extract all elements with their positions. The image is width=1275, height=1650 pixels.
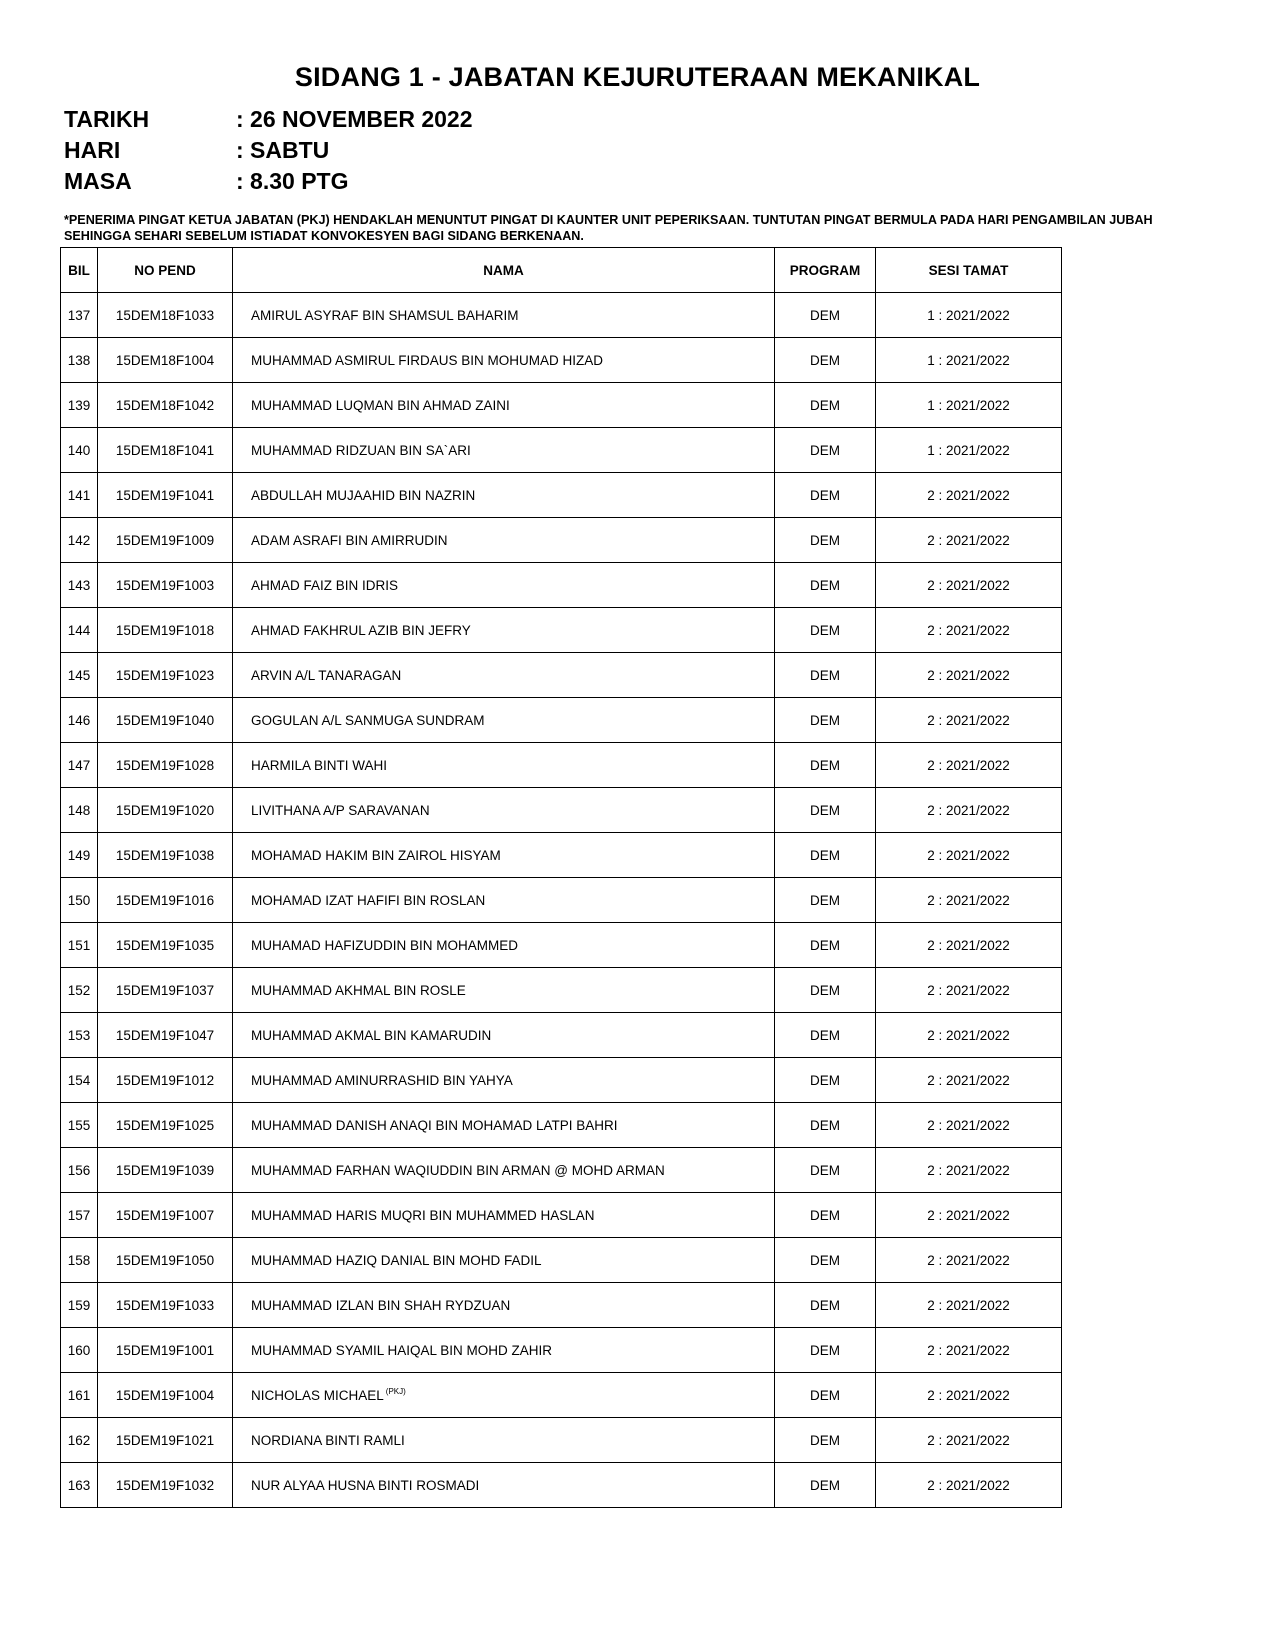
- cell-bil: 163: [61, 1463, 98, 1508]
- cell-nama: [233, 1058, 775, 1103]
- cell-no-pend: 15DEM19F1007: [98, 1193, 233, 1238]
- cell-nama: [233, 1013, 775, 1058]
- table-row: [61, 1373, 1062, 1418]
- cell-sesi-tamat: 2 : 2021/2022: [876, 923, 1062, 968]
- cell-sesi-tamat: 2 : 2021/2022: [876, 833, 1062, 878]
- cell-sesi-tamat: 2 : 2021/2022: [876, 1328, 1062, 1373]
- cell-nama: [233, 563, 775, 608]
- cell-sesi-tamat: 2 : 2021/2022: [876, 653, 1062, 698]
- table-row: [61, 1418, 1062, 1463]
- cell-no-pend: 15DEM19F1004: [98, 1373, 233, 1418]
- cell-nama: [233, 1373, 775, 1418]
- student-name: MUHAMMAD RIDZUAN BIN SA`ARI: [251, 442, 471, 458]
- cell-program: DEM: [775, 428, 876, 473]
- cell-program: DEM: [775, 1463, 876, 1508]
- meta-value: : 8.30 PTG: [236, 168, 349, 194]
- table-row: [61, 1283, 1062, 1328]
- cell-bil: 158: [61, 1238, 98, 1283]
- cell-sesi-tamat: 2 : 2021/2022: [876, 518, 1062, 563]
- cell-nama: [233, 833, 775, 878]
- table-row: [61, 518, 1062, 563]
- cell-nama: [233, 428, 775, 473]
- cell-no-pend: 15DEM19F1040: [98, 698, 233, 743]
- cell-nama: [233, 1148, 775, 1193]
- meta-label: TARIKH: [64, 106, 150, 132]
- page-title: SIDANG 1 - JABATAN KEJURUTERAAN MEKANIKAL: [294, 62, 981, 92]
- cell-no-pend: 15DEM18F1042: [98, 383, 233, 428]
- cell-sesi-tamat: 2 : 2021/2022: [876, 698, 1062, 743]
- cell-program: DEM: [775, 698, 876, 743]
- student-name: HARMILA BINTI WAHI: [251, 757, 388, 773]
- cell-sesi-tamat: 2 : 2021/2022: [876, 608, 1062, 653]
- cell-sesi-tamat: 2 : 2021/2022: [876, 878, 1062, 923]
- cell-program: DEM: [775, 293, 876, 338]
- cell-nama: [233, 338, 775, 383]
- meta-label: MASA: [64, 168, 132, 194]
- student-name: MUHAMMAD AKHMAL BIN ROSLE: [251, 982, 466, 998]
- table-row: [61, 473, 1062, 518]
- cell-sesi-tamat: 1 : 2021/2022: [876, 338, 1062, 383]
- cell-no-pend: 15DEM19F1003: [98, 563, 233, 608]
- cell-bil: 155: [61, 1103, 98, 1148]
- cell-no-pend: 15DEM19F1039: [98, 1148, 233, 1193]
- student-name: ARVIN A/L TANARAGAN: [251, 667, 402, 683]
- cell-nama: [233, 968, 775, 1013]
- cell-program: DEM: [775, 1013, 876, 1058]
- cell-nama: [233, 1328, 775, 1373]
- cell-program: DEM: [775, 473, 876, 518]
- cell-bil: 146: [61, 698, 98, 743]
- table-row: [61, 1463, 1062, 1508]
- cell-sesi-tamat: 2 : 2021/2022: [876, 1238, 1062, 1283]
- meta-value: : 26 NOVEMBER 2022: [236, 106, 473, 132]
- cell-program: DEM: [775, 1058, 876, 1103]
- table-row: [61, 1328, 1062, 1373]
- cell-bil: 159: [61, 1283, 98, 1328]
- student-name: NORDIANA BINTI RAMLI: [251, 1432, 405, 1448]
- table-row: [61, 968, 1062, 1013]
- cell-no-pend: 15DEM19F1023: [98, 653, 233, 698]
- cell-nama: [233, 878, 775, 923]
- cell-sesi-tamat: 2 : 2021/2022: [876, 1373, 1062, 1418]
- cell-program: DEM: [775, 1418, 876, 1463]
- student-name: MUHAMAD HAFIZUDDIN BIN MOHAMMED: [251, 937, 518, 953]
- student-name: GOGULAN A/L SANMUGA SUNDRAM: [251, 712, 485, 728]
- cell-bil: 160: [61, 1328, 98, 1373]
- cell-sesi-tamat: 1 : 2021/2022: [876, 428, 1062, 473]
- cell-no-pend: 15DEM19F1012: [98, 1058, 233, 1103]
- cell-nama: [233, 1193, 775, 1238]
- student-name: LIVITHANA A/P SARAVANAN: [251, 802, 430, 818]
- cell-bil: 138: [61, 338, 98, 383]
- cell-bil: 139: [61, 383, 98, 428]
- table-row: [61, 833, 1062, 878]
- cell-program: DEM: [775, 1283, 876, 1328]
- table-row: [61, 653, 1062, 698]
- cell-sesi-tamat: 2 : 2021/2022: [876, 1283, 1062, 1328]
- cell-nama: [233, 743, 775, 788]
- cell-program: DEM: [775, 833, 876, 878]
- table-row: [61, 1058, 1062, 1103]
- table-row: [61, 338, 1062, 383]
- cell-no-pend: 15DEM19F1035: [98, 923, 233, 968]
- cell-sesi-tamat: 2 : 2021/2022: [876, 1418, 1062, 1463]
- student-name: MOHAMAD HAKIM BIN ZAIROL HISYAM: [251, 847, 501, 863]
- cell-sesi-tamat: 2 : 2021/2022: [876, 788, 1062, 833]
- cell-bil: 157: [61, 1193, 98, 1238]
- cell-program: DEM: [775, 743, 876, 788]
- student-name: MUHAMMAD FARHAN WAQIUDDIN BIN ARMAN @ MOHD ARMAN: [251, 1162, 665, 1178]
- cell-no-pend: 15DEM19F1016: [98, 878, 233, 923]
- cell-nama: [233, 383, 775, 428]
- cell-no-pend: 15DEM19F1041: [98, 473, 233, 518]
- cell-sesi-tamat: 1 : 2021/2022: [876, 383, 1062, 428]
- cell-bil: 150: [61, 878, 98, 923]
- table-body: [61, 293, 1062, 1508]
- cell-bil: 144: [61, 608, 98, 653]
- cell-no-pend: 15DEM19F1020: [98, 788, 233, 833]
- cell-sesi-tamat: 2 : 2021/2022: [876, 1148, 1062, 1193]
- cell-bil: 145: [61, 653, 98, 698]
- cell-no-pend: 15DEM19F1028: [98, 743, 233, 788]
- student-name: ADAM ASRAFI BIN AMIRRUDIN: [251, 532, 448, 548]
- cell-bil: 156: [61, 1148, 98, 1193]
- cell-sesi-tamat: 2 : 2021/2022: [876, 1193, 1062, 1238]
- cell-bil: 154: [61, 1058, 98, 1103]
- table-row: [61, 1103, 1062, 1148]
- cell-sesi-tamat: 2 : 2021/2022: [876, 1103, 1062, 1148]
- cell-bil: 162: [61, 1418, 98, 1463]
- cell-bil: 153: [61, 1013, 98, 1058]
- cell-program: DEM: [775, 1238, 876, 1283]
- pkj-note: *PENERIMA PINGAT KETUA JABATAN (PKJ) HENDAKLAH MENUNTUT PINGAT DI KAUNTER UNIT PEPERIKSAAN. TUNTUTAN PINGAT BERMULA PADA HARI PENGAMBILAN JUBAH SEHINGGA SEHARI SEBELUM ISTIADAT KONVOKESYEN BAGI SIDANG BERKENAAN.: [64, 213, 1153, 243]
- student-name: NUR ALYAA HUSNA BINTI ROSMADI: [251, 1477, 480, 1493]
- cell-sesi-tamat: 2 : 2021/2022: [876, 473, 1062, 518]
- cell-nama: [233, 293, 775, 338]
- cell-program: DEM: [775, 653, 876, 698]
- table-row: [61, 293, 1062, 338]
- table-row: [61, 608, 1062, 653]
- cell-no-pend: 15DEM19F1033: [98, 1283, 233, 1328]
- cell-nama: [233, 653, 775, 698]
- cell-no-pend: 15DEM19F1047: [98, 1013, 233, 1058]
- table-row: [61, 923, 1062, 968]
- student-name: MUHAMMAD LUQMAN BIN AHMAD ZAINI: [251, 397, 510, 413]
- graduates-table: [60, 247, 1062, 1508]
- table-header-row: [61, 248, 1062, 293]
- table-row: [61, 1013, 1062, 1058]
- cell-sesi-tamat: 2 : 2021/2022: [876, 743, 1062, 788]
- table-row: [61, 563, 1062, 608]
- cell-no-pend: 15DEM19F1038: [98, 833, 233, 878]
- cell-nama: [233, 473, 775, 518]
- cell-nama: [233, 1463, 775, 1508]
- student-name: NICHOLAS MICHAEL: [251, 1388, 384, 1403]
- cell-no-pend: 15DEM19F1037: [98, 968, 233, 1013]
- table-row: [61, 878, 1062, 923]
- cell-program: DEM: [775, 1328, 876, 1373]
- cell-program: DEM: [775, 518, 876, 563]
- cell-no-pend: 15DEM19F1021: [98, 1418, 233, 1463]
- cell-sesi-tamat: 2 : 2021/2022: [876, 1058, 1062, 1103]
- table-row: [61, 698, 1062, 743]
- cell-nama: [233, 698, 775, 743]
- col-header-program: PROGRAM: [775, 248, 876, 293]
- col-header-sesi-tamat: SESI TAMAT: [876, 248, 1062, 293]
- table-row: [61, 1148, 1062, 1193]
- student-name: MOHAMAD IZAT HAFIFI BIN ROSLAN: [251, 892, 486, 908]
- cell-program: DEM: [775, 923, 876, 968]
- cell-no-pend: 15DEM19F1001: [98, 1328, 233, 1373]
- student-name: MUHAMMAD HARIS MUQRI BIN MUHAMMED HASLAN: [251, 1207, 595, 1223]
- cell-nama: [233, 923, 775, 968]
- cell-bil: 149: [61, 833, 98, 878]
- student-name: ABDULLAH MUJAAHID BIN NAZRIN: [251, 487, 476, 503]
- cell-program: DEM: [775, 1373, 876, 1418]
- cell-sesi-tamat: 2 : 2021/2022: [876, 1463, 1062, 1508]
- table-row: [61, 788, 1062, 833]
- cell-bil: 140: [61, 428, 98, 473]
- cell-nama: [233, 1283, 775, 1328]
- cell-sesi-tamat: 2 : 2021/2022: [876, 563, 1062, 608]
- cell-no-pend: 15DEM19F1050: [98, 1238, 233, 1283]
- student-name: MUHAMMAD ASMIRUL FIRDAUS BIN MOHUMAD HIZAD: [251, 352, 604, 368]
- student-name: MUHAMMAD SYAMIL HAIQAL BIN MOHD ZAHIR: [251, 1342, 553, 1358]
- cell-program: DEM: [775, 788, 876, 833]
- cell-bil: 151: [61, 923, 98, 968]
- student-name: AHMAD FAIZ BIN IDRIS: [251, 577, 399, 593]
- cell-nama: [233, 788, 775, 833]
- col-header-bil: BIL: [61, 248, 98, 293]
- cell-program: DEM: [775, 968, 876, 1013]
- cell-no-pend: 15DEM19F1025: [98, 1103, 233, 1148]
- cell-bil: 147: [61, 743, 98, 788]
- cell-program: DEM: [775, 1193, 876, 1238]
- cell-bil: 142: [61, 518, 98, 563]
- student-name: MUHAMMAD AKMAL BIN KAMARUDIN: [251, 1027, 492, 1043]
- cell-sesi-tamat: 1 : 2021/2022: [876, 293, 1062, 338]
- cell-sesi-tamat: 2 : 2021/2022: [876, 968, 1062, 1013]
- meta-label: HARI: [64, 137, 121, 163]
- col-header-no-pend: NO PEND: [98, 248, 233, 293]
- table-row: [61, 383, 1062, 428]
- cell-bil: 161: [61, 1373, 98, 1418]
- cell-no-pend: 15DEM19F1018: [98, 608, 233, 653]
- cell-program: DEM: [775, 338, 876, 383]
- cell-program: DEM: [775, 563, 876, 608]
- cell-nama: [233, 1238, 775, 1283]
- cell-bil: 143: [61, 563, 98, 608]
- cell-program: DEM: [775, 383, 876, 428]
- cell-no-pend: 15DEM18F1033: [98, 293, 233, 338]
- cell-program: DEM: [775, 608, 876, 653]
- meta-value: : SABTU: [236, 137, 330, 163]
- cell-bil: 141: [61, 473, 98, 518]
- cell-no-pend: 15DEM19F1009: [98, 518, 233, 563]
- student-name: MUHAMMAD IZLAN BIN SHAH RYDZUAN: [251, 1297, 511, 1313]
- cell-no-pend: 15DEM18F1041: [98, 428, 233, 473]
- cell-program: DEM: [775, 1103, 876, 1148]
- table-row: [61, 1193, 1062, 1238]
- table-row: [61, 1238, 1062, 1283]
- cell-program: DEM: [775, 878, 876, 923]
- table-row: [61, 743, 1062, 788]
- student-name: AHMAD FAKHRUL AZIB BIN JEFRY: [251, 622, 471, 638]
- cell-bil: 152: [61, 968, 98, 1013]
- cell-sesi-tamat: 2 : 2021/2022: [876, 1013, 1062, 1058]
- cell-program: DEM: [775, 1148, 876, 1193]
- student-name: MUHAMMAD DANISH ANAQI BIN MOHAMAD LATPI BAHRI: [251, 1117, 618, 1133]
- col-header-nama: NAMA: [233, 248, 775, 293]
- student-name: MUHAMMAD HAZIQ DANIAL BIN MOHD FADIL: [251, 1252, 542, 1268]
- cell-no-pend: 15DEM18F1004: [98, 338, 233, 383]
- student-name: MUHAMMAD AMINURRASHID BIN YAHYA: [251, 1072, 513, 1088]
- cell-nama: [233, 518, 775, 563]
- student-name: AMIRUL ASYRAF BIN SHAMSUL BAHARIM: [251, 307, 519, 323]
- cell-nama: [233, 1103, 775, 1148]
- cell-nama: [233, 1418, 775, 1463]
- cell-bil: 148: [61, 788, 98, 833]
- cell-no-pend: 15DEM19F1032: [98, 1463, 233, 1508]
- cell-bil: 137: [61, 293, 98, 338]
- table-row: [61, 428, 1062, 473]
- cell-nama: [233, 608, 775, 653]
- pkj-mark: (PKJ): [385, 1387, 406, 1396]
